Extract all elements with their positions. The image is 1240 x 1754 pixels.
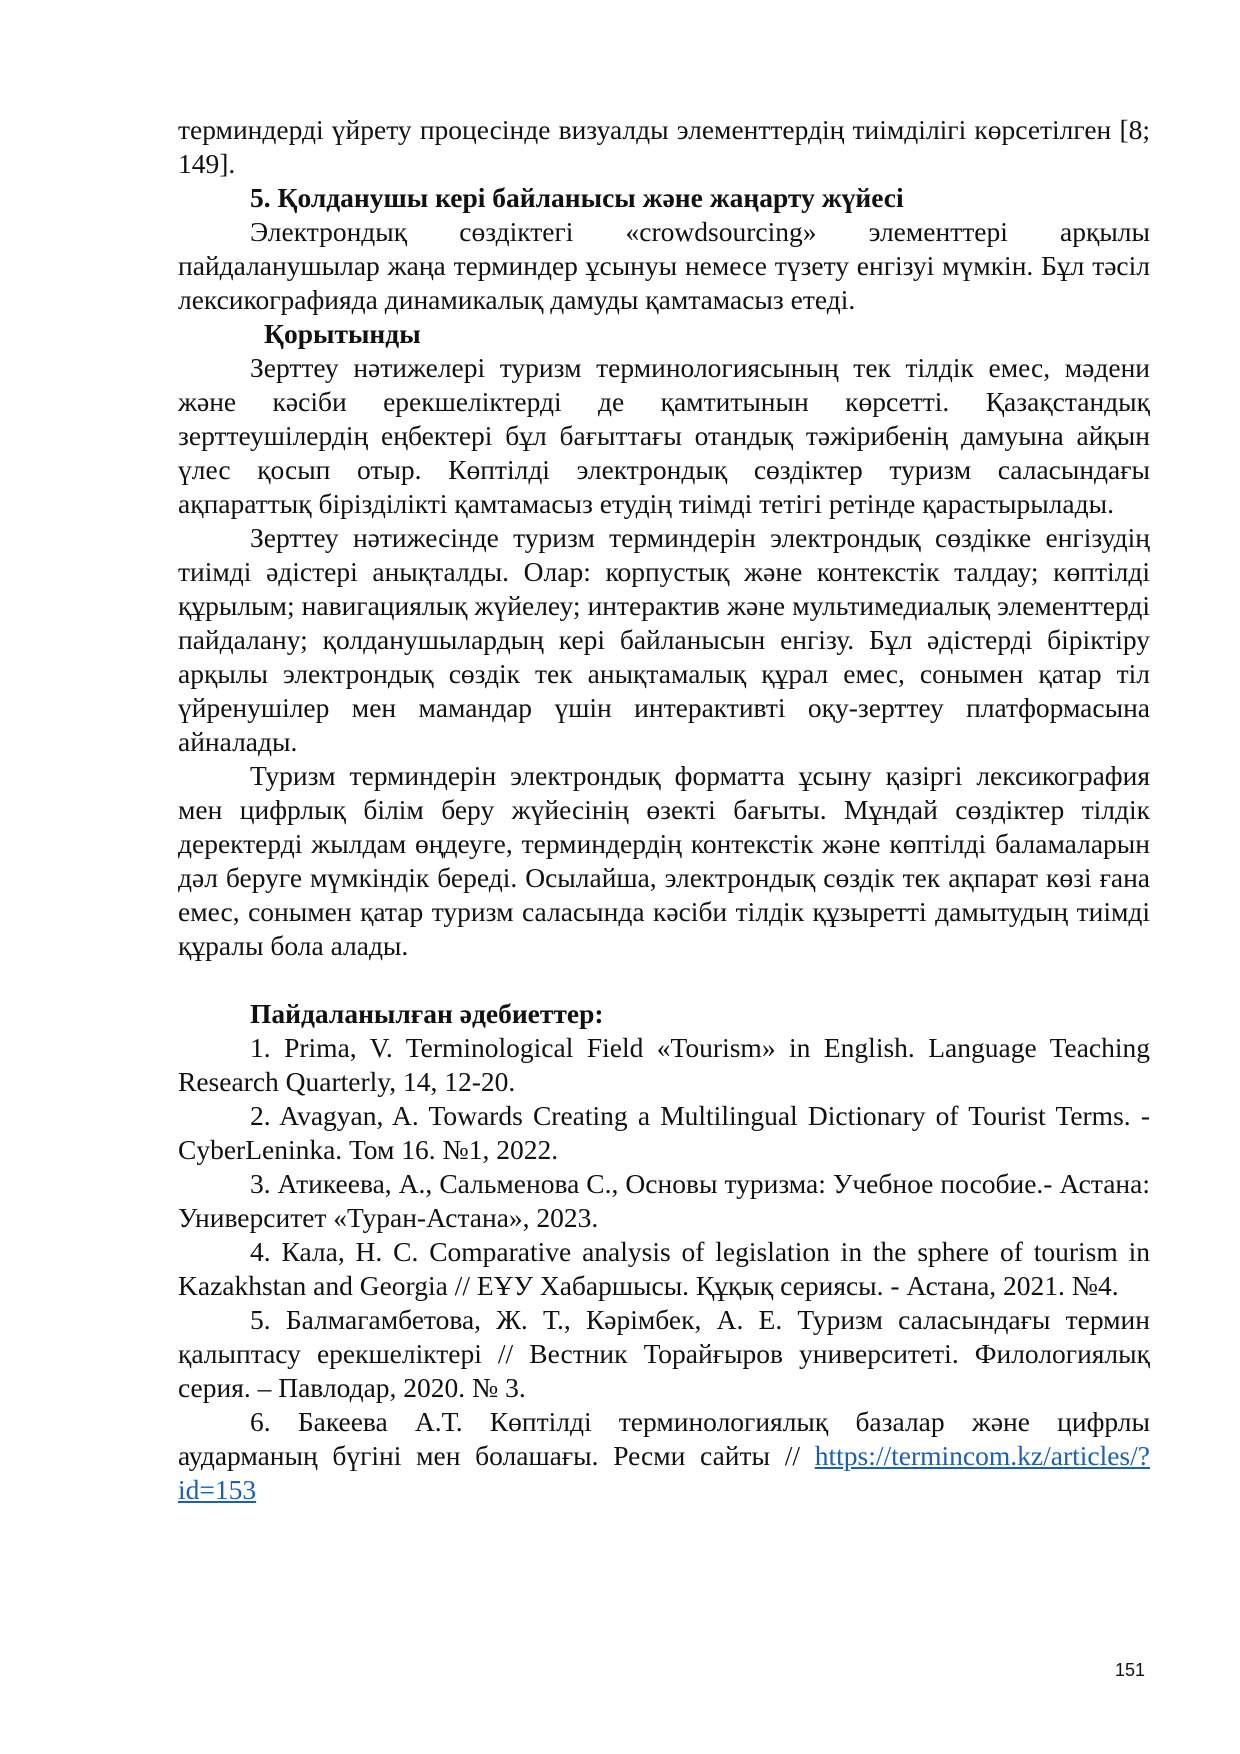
section-5-text: Электрондық сөздіктегі «crowdsourcing» элементтері арқылы пайдаланушылар жаңа терминдер ұсынуы немесе түзету енгізуі мүмкін. Бұл тәсіл лексикографияда динамикалық дамуды қамтамасыз етеді. bbox=[178, 216, 1150, 315]
termincom-link[interactable]: https://termincom.kz/articles/?id=153 bbox=[178, 1440, 1150, 1505]
reference-item-2: 2. Avagyan, A. Towards Creating a Multilingual Dictionary of Tourist Terms. - CyberLeninka. Том 16. №1, 2022. bbox=[178, 1100, 1150, 1165]
reference-item-1: 1. Prima, V. Terminological Field «Tourism» in English. Language Teaching Research Quarterly, 14, 12-20. bbox=[178, 1032, 1150, 1097]
conclusion-heading: Қорытынды bbox=[264, 318, 421, 349]
reference-item-3: 3. Атикеева, А., Сальменова С., Основы туризма: Учебное пособие.- Астана: Университет «Туран-Астана», 2023. bbox=[178, 1168, 1150, 1233]
page-number: 151 bbox=[1115, 1660, 1146, 1680]
conclusion-paragraph-2: Зерттеу нәтижесінде туризм терминдерін электрондық сөздікке енгізудің тиімді әдістері анықталды. Олар: корпустық және контекстік талдау; көптілді құрылым; навигациялық жүйелеу; интерактив және мультимедиалық элементтерді пайдалану; қолданушылардың кері байланысын енгізу. Бұл әдістерді біріктіру арқылы электрондық сөздік тек анықтамалық құрал емес, сонымен қатар тіл үйренушілер мен мамандар үшін интерактивті оқу-зерттеу платформасына айналады. bbox=[178, 522, 1150, 757]
conclusion-paragraph-1: Зерттеу нәтижелері туризм терминологиясының тек тілдік емес, мәдени және кәсіби ерекшеліктерді де қамтитынын көрсетті. Қазақстандық зерттеушілердің еңбектері бұл бағыттағы отандық тәжірибенің дамуына айқын үлес қосып отыр. Көптілді электрондық сөздіктер туризм саласындағы ақпараттық бірізділікті қамтамасыз етудің тиімді тетігі ретінде қарастырылады. bbox=[178, 352, 1150, 519]
reference-item-4: 4. Кала, Н. С. Comparative analysis of legislation in the sphere of tourism in Kazakhstan and Georgia // ЕҰУ Хабаршысы. Құқық сериясы. - Астана, 2021. №4. bbox=[178, 1236, 1150, 1301]
document-page bbox=[178, 113, 1150, 1507]
reference-item-6-text: 6. Бакеева А.Т. Көптілді терминологиялық базалар және цифрлы аударманың бүгіні мен болашағы. Ресми сайты // bbox=[178, 1406, 1150, 1471]
reference-item-5: 5. Балмагамбетова, Ж. Т., Кәрімбек, А. Е. Туризм саласындағы термин қалыптасу ерекшеліктері // Вестник Торайғыров университеті. Филологиялық серия. – Павлодар, 2020. № 3. bbox=[178, 1304, 1150, 1403]
spacer bbox=[178, 963, 1150, 997]
intro-paragraph: терминдерді үйрету процесінде визуалды элементтердің тиімділігі көрсетілген [8; 149]. bbox=[178, 114, 1150, 179]
conclusion-paragraph-3: Туризм терминдерін электрондық форматта ұсыну қазіргі лексикография мен цифрлық білім беру жүйесінің өзекті бағыты. Мұндай сөздіктер тілдік деректерді жылдам өңдеуге, терминдердің контекстік және көптілді баламаларын дәл беруге мүмкіндік береді. Осылайша, электрондық сөздік тек ақпарат көзі ғана емес, сонымен қатар туризм саласында кәсіби тілдік құзыретті дамытудың тиімді құралы бола алады. bbox=[178, 760, 1150, 961]
reference-item-6 bbox=[178, 1405, 1150, 1507]
references-heading: Пайдаланылған әдебиеттер: bbox=[250, 998, 604, 1029]
section-5-heading: 5. Қолданушы кері байланысы және жаңарту жүйесі bbox=[250, 182, 904, 213]
